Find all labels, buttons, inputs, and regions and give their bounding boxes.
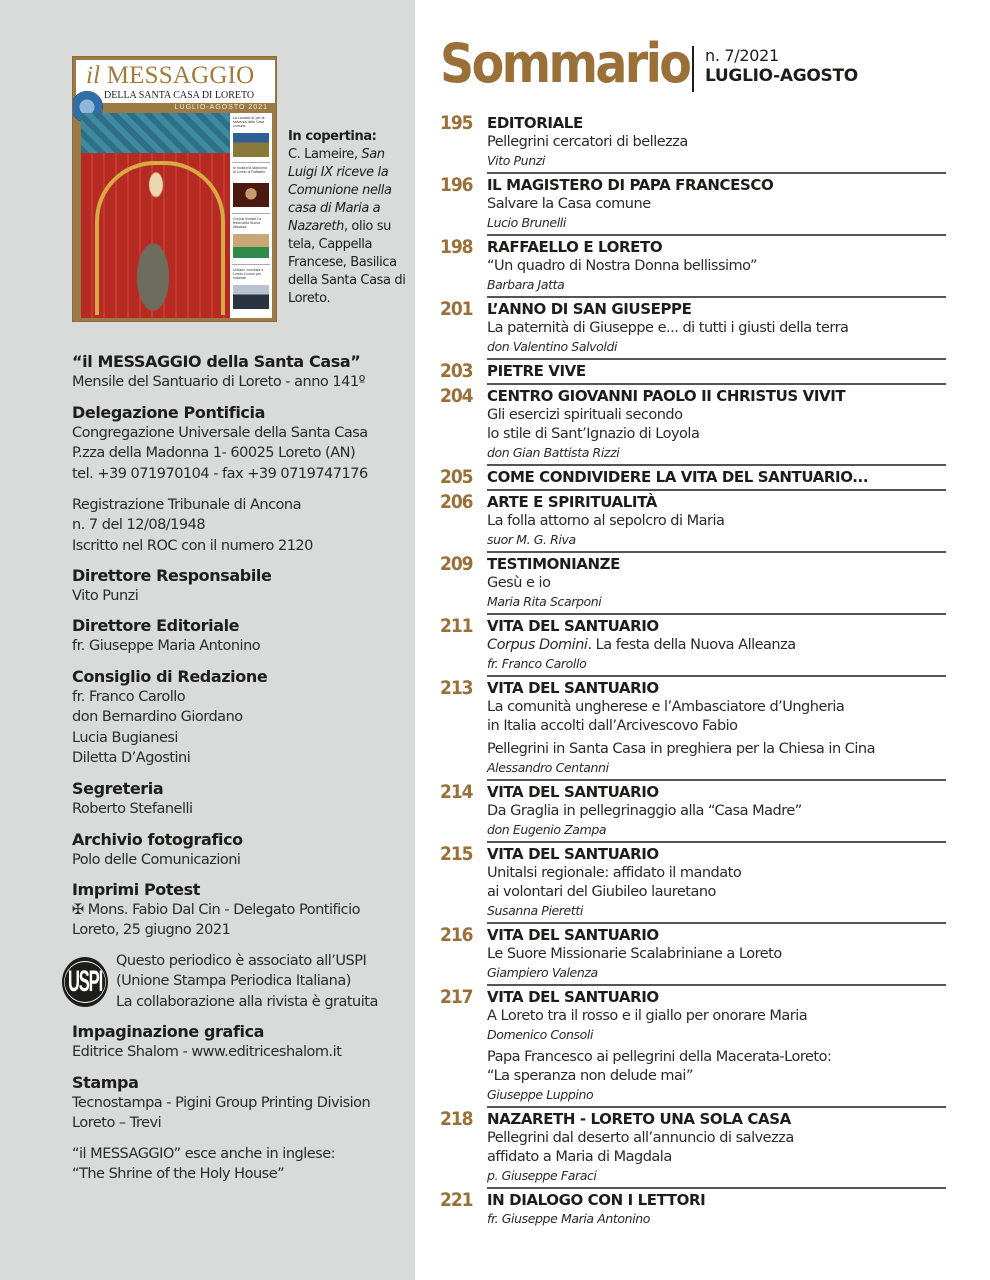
toc-author: don Gian Battista Rizzi: [487, 445, 620, 460]
toc-article-title: Pellegrini in Santa Casa in preghiera per la Chiesa in Cina: [487, 741, 875, 757]
toc-entry[interactable]: [440, 984, 946, 1106]
toc-article: [487, 802, 946, 839]
toc-entry[interactable]: [440, 464, 946, 489]
masthead-imprimi-potest: Imprimi Potest ✠ Mons. Fabio Dal Cin - Delegato Pontificio Loreto, 25 giugno 2021: [72, 880, 360, 939]
toc-article: [487, 406, 946, 462]
masthead-registration: Registrazione Tribunale di Ancona n. 7 del 12/08/1948 Iscritto nel ROC con il numero 2120: [72, 497, 313, 554]
masthead-printing: Stampa Tecnostampa - Pigini Group Printing Division Loreto – Trevi: [72, 1073, 371, 1132]
toc-page-number: 213: [440, 677, 473, 699]
toc-page-number: 211: [440, 615, 473, 637]
toc-author: fr. Giuseppe Maria Antonino: [487, 1211, 651, 1226]
cover-side-thumb: [233, 133, 269, 157]
toc-article-title: Pellegrini dal deserto all’annuncio di salvezza: [487, 1130, 794, 1146]
toc-article-title: La comunità ungherese e l’Ambasciatore d’Ungheria: [487, 699, 845, 715]
toc-page-number: 209: [440, 553, 473, 575]
toc-entry[interactable]: [440, 234, 946, 296]
cover-side-thumb: [233, 183, 269, 207]
toc-page-number: 206: [440, 491, 473, 513]
toc-section-title: EDITORIALE: [487, 114, 583, 132]
toc-section-title: IN DIALOGO CON I LETTORI: [487, 1191, 706, 1209]
toc-page-number: 216: [440, 924, 473, 946]
toc-article-title: “La speranza non delude mai”: [487, 1068, 693, 1084]
toc-entry[interactable]: [440, 613, 946, 675]
toc-section-title: NAZARETH - LORETO UNA SOLA CASA: [487, 1110, 791, 1128]
cover-date: LUGLIO-AGOSTO 2021: [174, 104, 268, 111]
toc-section-title: L’ANNO DI SAN GIUSEPPE: [487, 300, 692, 318]
toc-article: [487, 698, 946, 736]
masthead-delegation: Delegazione Pontificia Congregazione Universale della Santa Casa P.zza della Madonna 1- 60025 Loreto (AN) tel. +39 071970104 - fax +39 0719747176: [72, 402, 407, 484]
masthead-layout: Impaginazione grafica Editrice Shalom - www.editriceshalom.it: [72, 1021, 407, 1062]
cover-side-caption: La Laudato si' per la salvezza della Casa comune: [233, 116, 265, 128]
toc-author: Alessandro Centanni: [487, 760, 609, 775]
toc-article-title: Gli esercizi spirituali secondo: [487, 407, 683, 423]
toc-article: [487, 195, 946, 232]
toc-article-title: A Loreto tra il rosso e il giallo per onorare Maria: [487, 1008, 808, 1024]
issue-number: n. 7/2021: [705, 46, 779, 65]
toc-article-title: lo stile di Sant’Ignazio di Loyola: [487, 426, 700, 442]
toc-article-title: Pellegrini cercatori di bellezza: [487, 134, 688, 150]
cover-side-caption: In mostra la Madonna di Loreto di Raffaello: [233, 166, 267, 174]
cover-caption: In copertina: C. Lameire, San Luigi IX riceve la Comunione nella casa di Maria a Nazareth, olio su tela, Cappella Francese, Basilica della Santa Casa di Loreto.: [288, 129, 406, 306]
toc-page-number: 218: [440, 1108, 473, 1130]
toc-author: Susanna Pieretti: [487, 903, 583, 918]
toc-entry[interactable]: [440, 779, 946, 841]
masthead-director: Direttore Responsabile Vito Punzi: [72, 566, 272, 604]
toc-article: [487, 319, 946, 356]
uspi-logo-icon: USPI: [62, 957, 108, 1007]
divider: [232, 213, 270, 214]
masthead-uspi-note: Questo periodico è associato all’USPI (Unione Stampa Periodica Italiana) La collaborazione alla rivista è gratuita: [116, 953, 378, 1010]
toc-section-title: VITA DEL SANTUARIO: [487, 679, 659, 697]
toc-entry[interactable]: [440, 675, 946, 779]
toc-article-title: Le Suore Missionarie Scalabriniane a Loreto: [487, 946, 782, 962]
phone-fax: tel. +39 071970104 - fax +39 0719747176: [72, 465, 368, 482]
toc-section-title: VITA DEL SANTUARIO: [487, 845, 659, 863]
toc-article: [487, 133, 946, 170]
toc-article: [487, 574, 946, 611]
toc-article-title: Corpus Domini. La festa della Nuova Alleanza: [487, 637, 796, 653]
cover-subtitle: DELLA SANTA CASA DI LORETO: [104, 90, 255, 101]
divider: [232, 162, 270, 163]
cover-image[interactable]: [72, 56, 277, 322]
toc-article-title: in Italia accolti dall’Arcivescovo Fabio: [487, 718, 738, 734]
toc-article-title: Papa Francesco ai pellegrini della Macerata-Loreto:: [487, 1049, 832, 1065]
toc-section-title: VITA DEL SANTUARIO: [487, 783, 659, 801]
toc-article: [487, 257, 946, 294]
toc-article-title: Salvare la Casa comune: [487, 196, 651, 212]
toc-page-number: 205: [440, 466, 473, 488]
cover-sidebar: [230, 113, 272, 318]
table-of-contents: [440, 110, 946, 1230]
toc-author: suor M. G. Riva: [487, 532, 576, 547]
cover-caption-label: In copertina:: [288, 129, 377, 144]
toc-entry[interactable]: [440, 383, 946, 464]
toc-entry[interactable]: [440, 922, 946, 984]
toc-entry[interactable]: [440, 296, 946, 358]
toc-author: Maria Rita Scarponi: [487, 594, 602, 609]
toc-author: don Eugenio Zampa: [487, 822, 607, 837]
toc-author: Barbara Jatta: [487, 277, 565, 292]
toc-page-number: 214: [440, 781, 473, 803]
masthead-editorial-board: Consiglio di Redazione fr. Franco Carollo don Bernardino Giordano Lucia Bugianesi Diletta D’Agostini: [72, 667, 268, 766]
toc-article-title: La folla attorno al sepolcro di Maria: [487, 513, 725, 529]
toc-article-title: affidato a Maria di Magdala: [487, 1149, 672, 1165]
toc-article-title: Gesù e io: [487, 575, 551, 591]
toc-section-title: VITA DEL SANTUARIO: [487, 926, 659, 944]
toc-article: [487, 864, 946, 920]
cover-side-thumb: [233, 234, 269, 258]
toc-page-number: 217: [440, 986, 473, 1008]
toc-section-title: VITA DEL SANTUARIO: [487, 617, 659, 635]
issue-period: LUGLIO-AGOSTO: [705, 66, 858, 86]
masthead-english-edition: “il MESSAGGIO” esce anche in inglese: “The Shrine of the Holy House”: [72, 1146, 336, 1183]
toc-author: p. Giuseppe Faraci: [487, 1168, 597, 1183]
toc-section-title: COME CONDIVIDERE LA VITA DEL SANTUARIO...: [487, 468, 869, 486]
toc-entry[interactable]: [440, 841, 946, 922]
toc-section-title: VITA DEL SANTUARIO: [487, 988, 659, 1006]
toc-section-title: TESTIMONIANZE: [487, 555, 620, 573]
publisher-website: Editrice Shalom - www.editriceshalom.it: [72, 1044, 342, 1060]
toc-author: Giampiero Valenza: [487, 965, 598, 980]
title-divider: [692, 46, 694, 92]
toc-page-number: 203: [440, 360, 473, 382]
toc-entry[interactable]: [440, 489, 946, 551]
toc-page-number: 204: [440, 385, 473, 407]
toc-section-title: IL MAGISTERO DI PAPA FRANCESCO: [487, 176, 774, 194]
toc-section-title: CENTRO GIOVANNI PAOLO II CHRISTUS VIVIT: [487, 387, 846, 405]
toc-page-number: 221: [440, 1189, 473, 1211]
toc-page-number: 215: [440, 843, 473, 865]
toc-entry[interactable]: [440, 551, 946, 613]
toc-entry[interactable]: [440, 172, 946, 234]
masthead-photo-archive: Archivio fotografico Polo delle Comunicazioni: [72, 830, 243, 868]
toc-article: [487, 636, 946, 673]
cover-side-caption: Unitalsi, conclusa a Loreto il corso per volontari: [233, 268, 264, 280]
toc-page-number: 195: [440, 112, 473, 134]
toc-author: Giuseppe Luppino: [487, 1087, 594, 1102]
toc-article-title: ai volontari del Giubileo lauretano: [487, 884, 716, 900]
toc-page-number: 196: [440, 174, 473, 196]
toc-entry[interactable]: [440, 358, 946, 383]
divider: [232, 264, 270, 265]
toc-article-title: La paternità di Giuseppe e... di tutti i giusti della terra: [487, 320, 849, 336]
toc-article: [487, 1129, 946, 1185]
toc-article: [487, 740, 946, 777]
cover-header: [76, 60, 275, 103]
toc-page-number: 198: [440, 236, 473, 258]
toc-article: [487, 1210, 946, 1228]
toc-article: [487, 1007, 946, 1044]
toc-entry[interactable]: [440, 110, 946, 172]
page-title: Sommario: [440, 32, 690, 95]
toc-author: Lucio Brunelli: [487, 215, 566, 230]
toc-author: Domenico Consoli: [487, 1027, 594, 1042]
toc-article-title: Da Graglia in pellegrinaggio alla “Casa Madre”: [487, 803, 802, 819]
toc-article: [487, 512, 946, 549]
toc-article: [487, 945, 946, 982]
cover-side-thumb: [233, 285, 269, 309]
toc-section-title: RAFFAELLO E LORETO: [487, 238, 663, 256]
toc-entry[interactable]: [440, 1187, 946, 1230]
cover-title: il MESSAGGIO: [86, 62, 255, 89]
masthead-secretary: Segreteria Roberto Stefanelli: [72, 779, 193, 817]
cover-painting: [81, 113, 231, 318]
masthead-editorial-director: Direttore Editoriale fr. Giuseppe Maria Antonino: [72, 616, 261, 654]
toc-entry[interactable]: [440, 1106, 946, 1187]
toc-author: Vito Punzi: [487, 153, 545, 168]
toc-article-title: “Un quadro di Nostra Donna bellissimo”: [487, 258, 758, 274]
toc-article: [487, 1048, 946, 1104]
toc-section-title: ARTE E SPIRITUALITÀ: [487, 493, 657, 511]
cover-side-caption: Corpus Domini La festa della Nuova Alleanza: [233, 217, 262, 229]
toc-section-title: PIETRE VIVE: [487, 362, 586, 380]
toc-author: don Valentino Salvoldi: [487, 339, 618, 354]
toc-article-title: Unitalsi regionale: affidato il mandato: [487, 865, 742, 881]
toc-page-number: 201: [440, 298, 473, 320]
toc-author: fr. Franco Carollo: [487, 656, 587, 671]
masthead-publication: “il MESSAGGIO della Santa Casa” Mensile del Santuario di Loreto - anno 141º: [72, 352, 365, 390]
